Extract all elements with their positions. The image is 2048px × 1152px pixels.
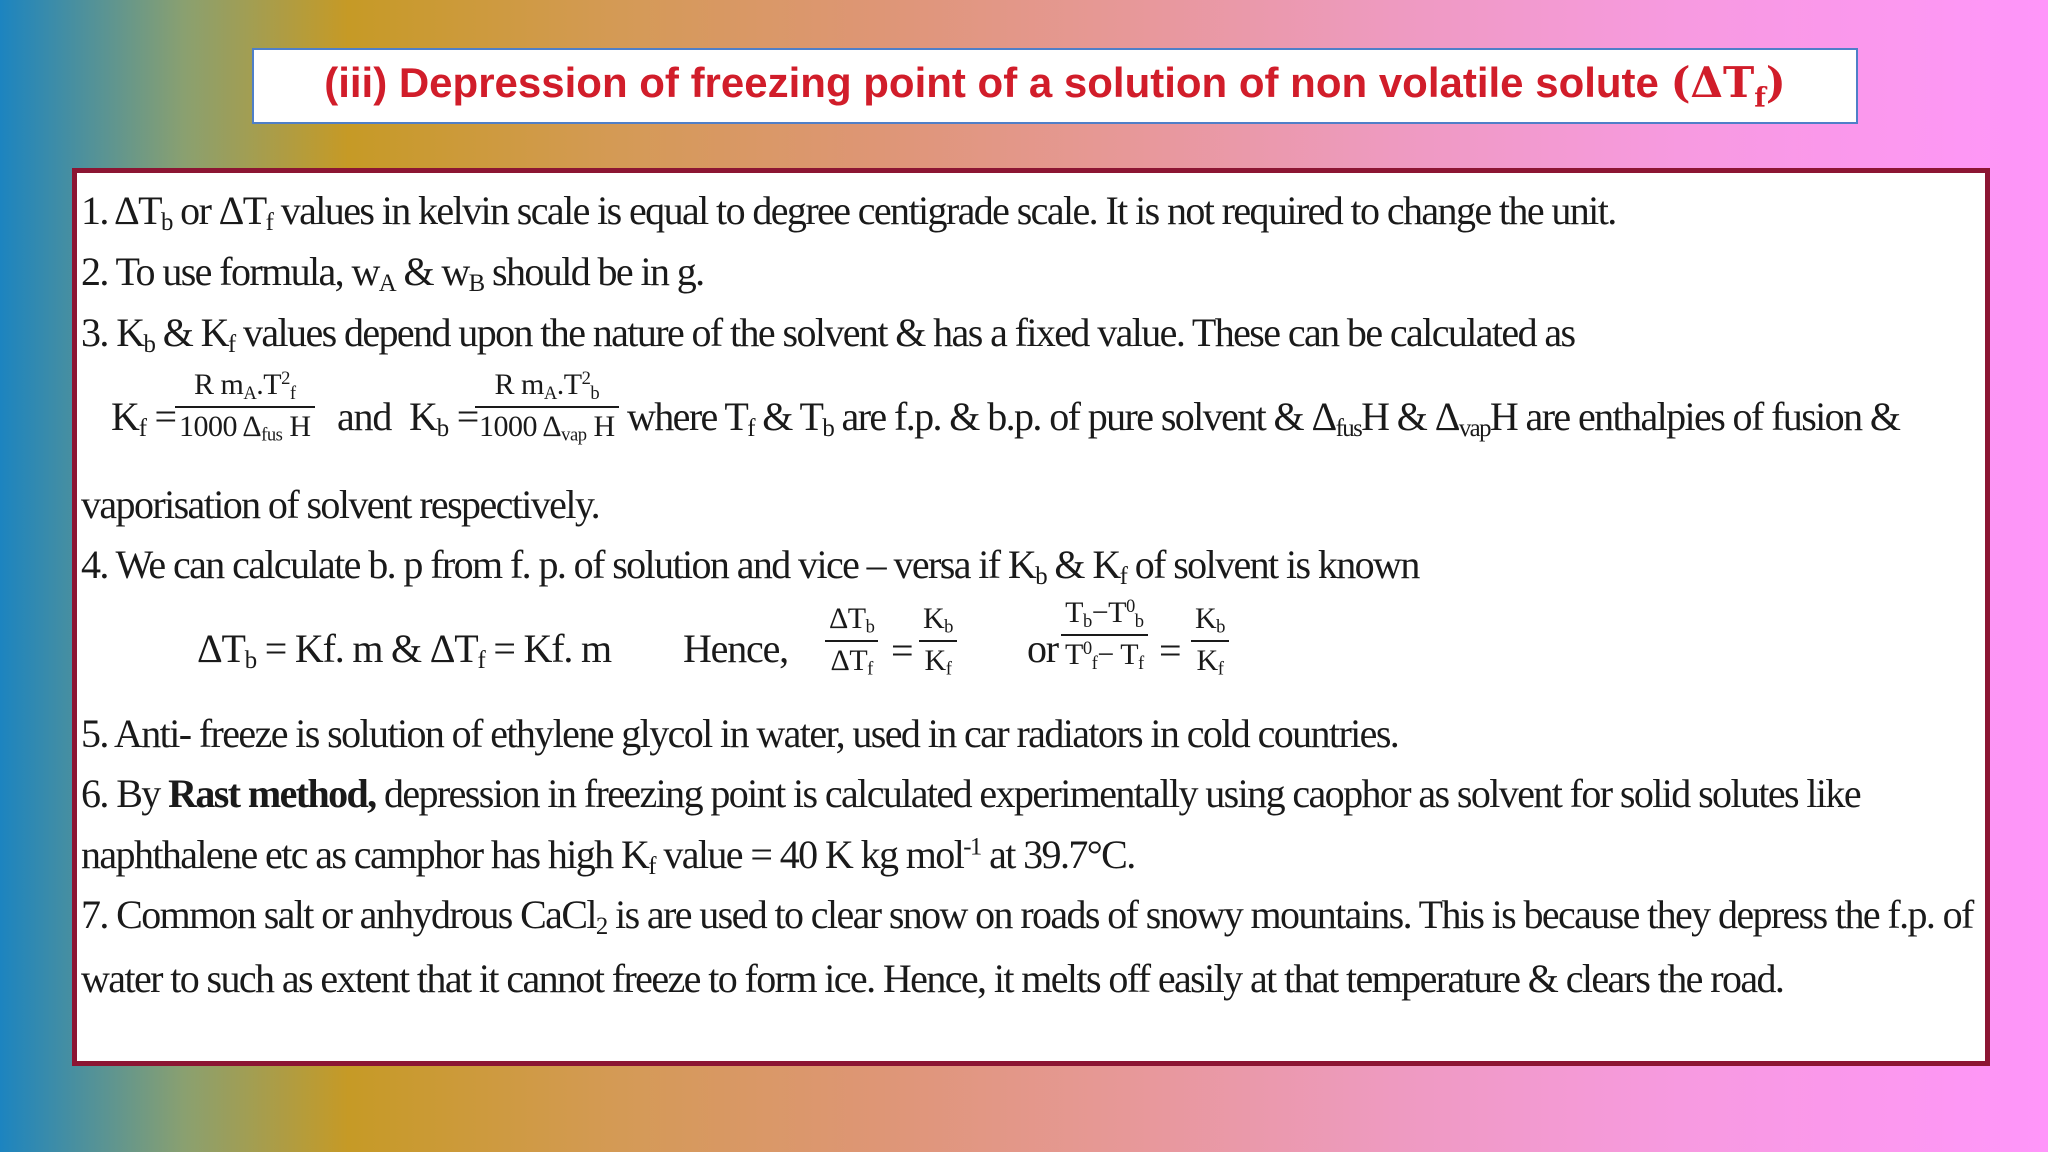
p1-sub-b: b: [160, 209, 172, 237]
equals-sign-2: =: [1159, 628, 1181, 673]
ratio-temperature-fraction: [1061, 597, 1148, 674]
point-5: 5. Anti- freeze is solution of ethylene glycol in water, used in car radiators in cold countries.: [81, 711, 1399, 756]
p7-text-b: is are used to clear snow on roads of snowy mountains. This is because they depress the f.p. of: [606, 892, 1973, 937]
p1-sub-f: f: [265, 209, 273, 237]
point-6-continued: [81, 831, 1135, 881]
p2-sub-a: A: [378, 270, 396, 298]
title-symbol-sub: f: [1754, 82, 1766, 114]
p4-sub-b: b: [1035, 563, 1047, 591]
ratio-temperature-numerator: $T_b-T^0_b$: [1061, 597, 1148, 636]
where-clause: where $T_f$ & $T_b$ are f.p. & b.p. of pure solvent & $\Delta_{fus}H$ & $\Delta_{vap}H$ are enthalpies of fusion &: [627, 394, 1900, 443]
equals-sign-1: =: [891, 628, 913, 673]
point-3: [81, 309, 1575, 359]
slide-title-text: (iii) Depression of freezing point of a solution of non volatile solute: [324, 59, 1671, 107]
point-7: [81, 891, 1973, 941]
point-4: [81, 541, 1419, 591]
p1-text-a: 1. ΔT: [81, 188, 161, 233]
ratio-k-numerator-1: $K_b$: [919, 603, 957, 642]
hence-word: Hence,: [683, 626, 788, 671]
p7-sub-2: 2: [595, 913, 607, 941]
point-2: [81, 248, 704, 298]
ratio-k-numerator-2: $K_b$: [1191, 603, 1229, 642]
p4-text-e: of solvent is known: [1126, 542, 1419, 587]
p6b-text-b: value = 40 K kg mol: [654, 832, 964, 877]
ratio-temperature-denominator: $T^0_f- T_f$: [1065, 638, 1144, 675]
ratio-delta-denominator: $\Delta T_f$: [830, 644, 873, 680]
point-1: [81, 187, 1616, 237]
p1-text-c: or ΔT: [171, 188, 266, 233]
slide-title: [324, 58, 1786, 113]
p7-text-a: 7. Common salt or anhydrous CaCl: [81, 892, 596, 937]
p6-text-c: depression in freezing point is calculated experimentally using caophor as solvent for solid solutes like: [375, 771, 1860, 816]
p4-text-a: 4. We can calculate b. p from f. p. of solution and vice – versa if K: [81, 542, 1036, 587]
delta-equations: $\Delta T_b = Kf$. m & $\Delta T_f = Kf$. m: [197, 626, 611, 675]
p3-text-c: & K: [154, 310, 228, 355]
ratio-delta-numerator: $\Delta T_b$: [825, 603, 878, 642]
kf-numerator: R $m_A.T^2_f$: [175, 369, 315, 408]
kf-denominator: 1000 $\Delta_{fus}$ H: [179, 410, 311, 447]
p6-text-a: 6. By: [81, 771, 169, 816]
ratio-k-fraction-1: [919, 603, 957, 679]
kb-denominator: 1000 $\Delta_{vap}$ H: [479, 410, 615, 447]
point-6: [81, 770, 1860, 817]
kb-numerator: R $m_A.T^2_b$: [475, 369, 619, 408]
kb-fraction: [475, 369, 619, 446]
ratio-k-denominator-2: $K_f$: [1196, 644, 1224, 680]
or-word: or: [1027, 626, 1058, 671]
rast-method-bold: Rast method,: [168, 771, 376, 816]
kf-fraction: [175, 369, 315, 446]
p3-sub-f: f: [227, 331, 235, 359]
title-symbol: [1670, 58, 1786, 114]
p1-text-e: values in kelvin scale is equal to degree centigrade scale. It is not required to change the unit.: [272, 188, 1616, 233]
p6b-sup: -1: [963, 833, 981, 861]
p6b-text-c: at 39.7°C.: [980, 832, 1135, 877]
ratio-k-denominator-1: $K_f$: [924, 644, 952, 680]
ratio-delta-fraction: [825, 603, 878, 679]
p4-text-c: & K: [1046, 542, 1120, 587]
slide-title-box: [252, 48, 1858, 124]
point-7-continued: water to such as extent that it cannot freeze to form ice. Hence, it melts off easily at that temperature & clears the road.: [81, 956, 1784, 1001]
p6b-sub-f: f: [648, 853, 655, 881]
title-symbol-open: (ΔT: [1670, 58, 1755, 108]
ratio-k-fraction-2: [1191, 603, 1229, 679]
kf-lhs: $K_f$ =: [111, 394, 176, 443]
p3-sub-b: b: [143, 331, 155, 359]
p4-sub-f: f: [1119, 563, 1127, 591]
title-symbol-close: ): [1765, 58, 1786, 108]
and-word: and: [337, 394, 392, 439]
p6b-text-a: naphthalene etc as camphor has high K: [81, 832, 649, 877]
point-3-continued: vaporisation of solvent respectively.: [81, 482, 600, 527]
p2-text-a: 2. To use formula, w: [81, 249, 379, 294]
p3-text-e: values depend upon the nature of the solvent & has a fixed value. These can be calculated as: [234, 310, 1575, 355]
content-panel: [72, 168, 1990, 1066]
p3-text-a: 3. K: [81, 310, 144, 355]
kb-lhs: $K_b$ =: [409, 394, 479, 443]
p2-text-e: should be in g.: [483, 249, 704, 294]
p2-sub-b: B: [468, 270, 484, 298]
p2-text-c: & w: [395, 249, 469, 294]
